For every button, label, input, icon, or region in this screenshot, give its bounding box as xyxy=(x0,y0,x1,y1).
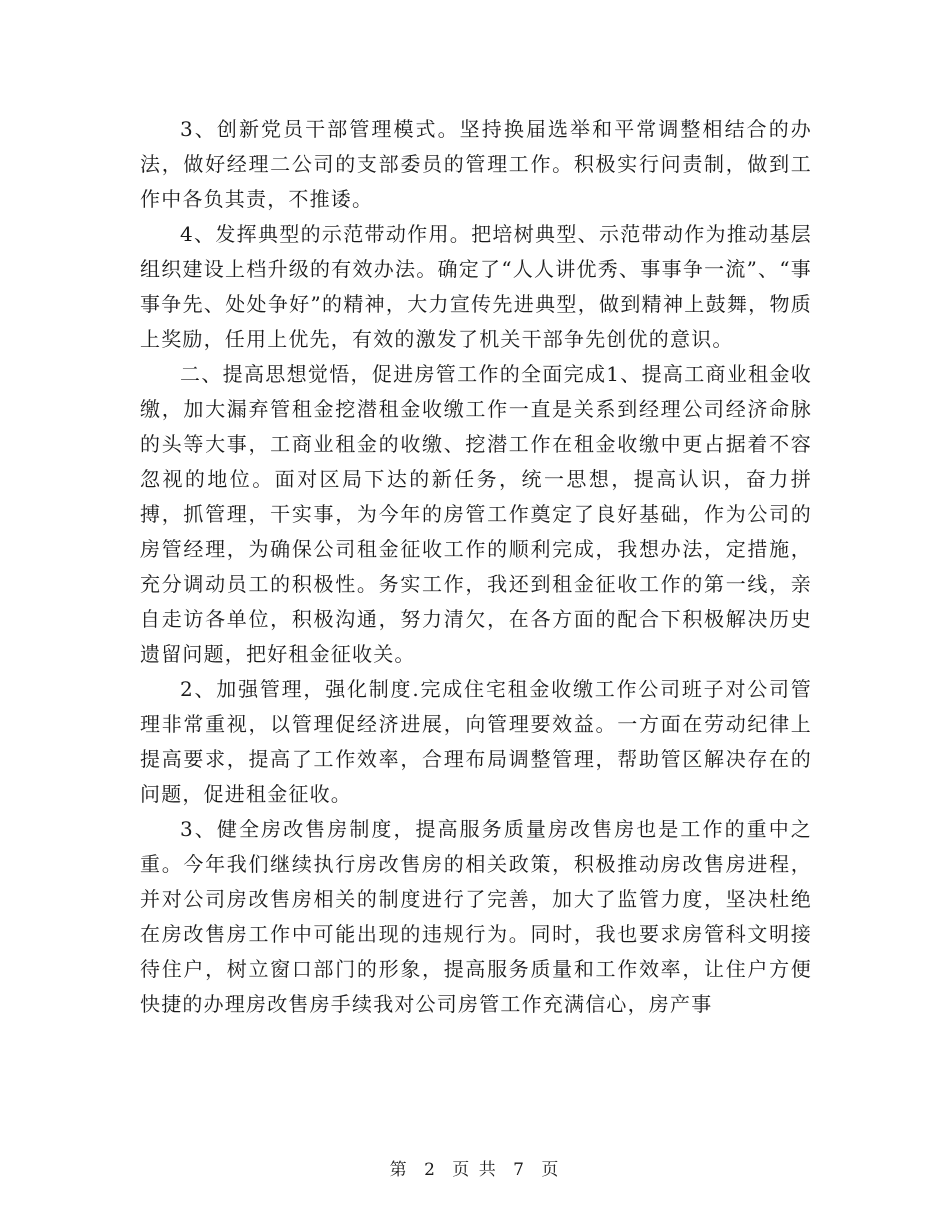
footer-suffix: 页 xyxy=(541,1160,561,1180)
footer-prefix: 第 xyxy=(389,1160,409,1180)
total-pages-number: 7 xyxy=(513,1160,526,1180)
paragraph-role-model: 4、发挥典型的示范带动作用。把培树典型、示范带动作为推动基层组织建设上档升级的有效办法。确定了“人人讲优秀、事事争一流”、“事事争先、处处争好”的精神，大力宣传先进典型，做到精神上鼓舞，物质上奖励，任用上优先，有效的激发了机关干部争先创优的意识。 xyxy=(140,222,812,351)
paragraph-housing-reform: 3、健全房改售房制度，提高服务质量房改售房也是工作的重中之重。今年我们继续执行房改售房的相关政策，积极推动房改售房进程，并对公司房改售房相关的制度进行了完善，加大了监管力度，坚决杜绝在房改售房工作中可能出现的违规行为。同时，我也要求房管科文明接待住户，树立窗口部门的形象，提高服务质量和工作效率，让住户方便快捷的办理房改售房手续我对公司房管工作充满信心，房产事 xyxy=(140,817,812,1016)
current-page-number: 2 xyxy=(424,1160,437,1180)
paragraph-party-management: 3、创新党员干部管理模式。坚持换届选举和平常调整相结合的办法，做好经理二公司的支部委员的管理工作。积极实行问责制，做到工作中各负其责，不推诿。 xyxy=(140,117,812,211)
footer-middle: 页 共 xyxy=(452,1160,498,1180)
paragraph-management-system: 2、加强管理，强化制度.完成住宅租金收缴工作公司班子对公司管理非常重视，以管理促经济进展，向管理要效益。一方面在劳动纪律上提高要求，提高了工作效率，合理布局调整管理，帮助管区解决存在的问题，促进租金征收。 xyxy=(140,677,812,806)
page-footer xyxy=(0,1155,950,1180)
document-body xyxy=(140,112,812,1022)
paragraph-rent-collection: 二、提高思想觉悟，促进房管工作的全面完成1、提高工商业租金收缴，加大漏弃管租金挖潜租金收缴工作一直是关系到经理公司经济命脉的头等大事，工商业租金的收缴、挖潜工作在租金收缴中更占据着不容忽视的地位。面对区局下达的新任务，统一思想，提高认识，奋力拼搏，抓管理，干实事，为今年的房管工作奠定了良好基础，作为公司的房管经理，为确保公司租金征收工作的顺利完成，我想办法，定措施，充分调动员工的积极性。务实工作，我还到租金征收工作的第一线，亲自走访各单位，积极沟通，努力清欠，在各方面的配合下积极解决历史遗留问题，把好租金征收关。 xyxy=(140,362,812,666)
